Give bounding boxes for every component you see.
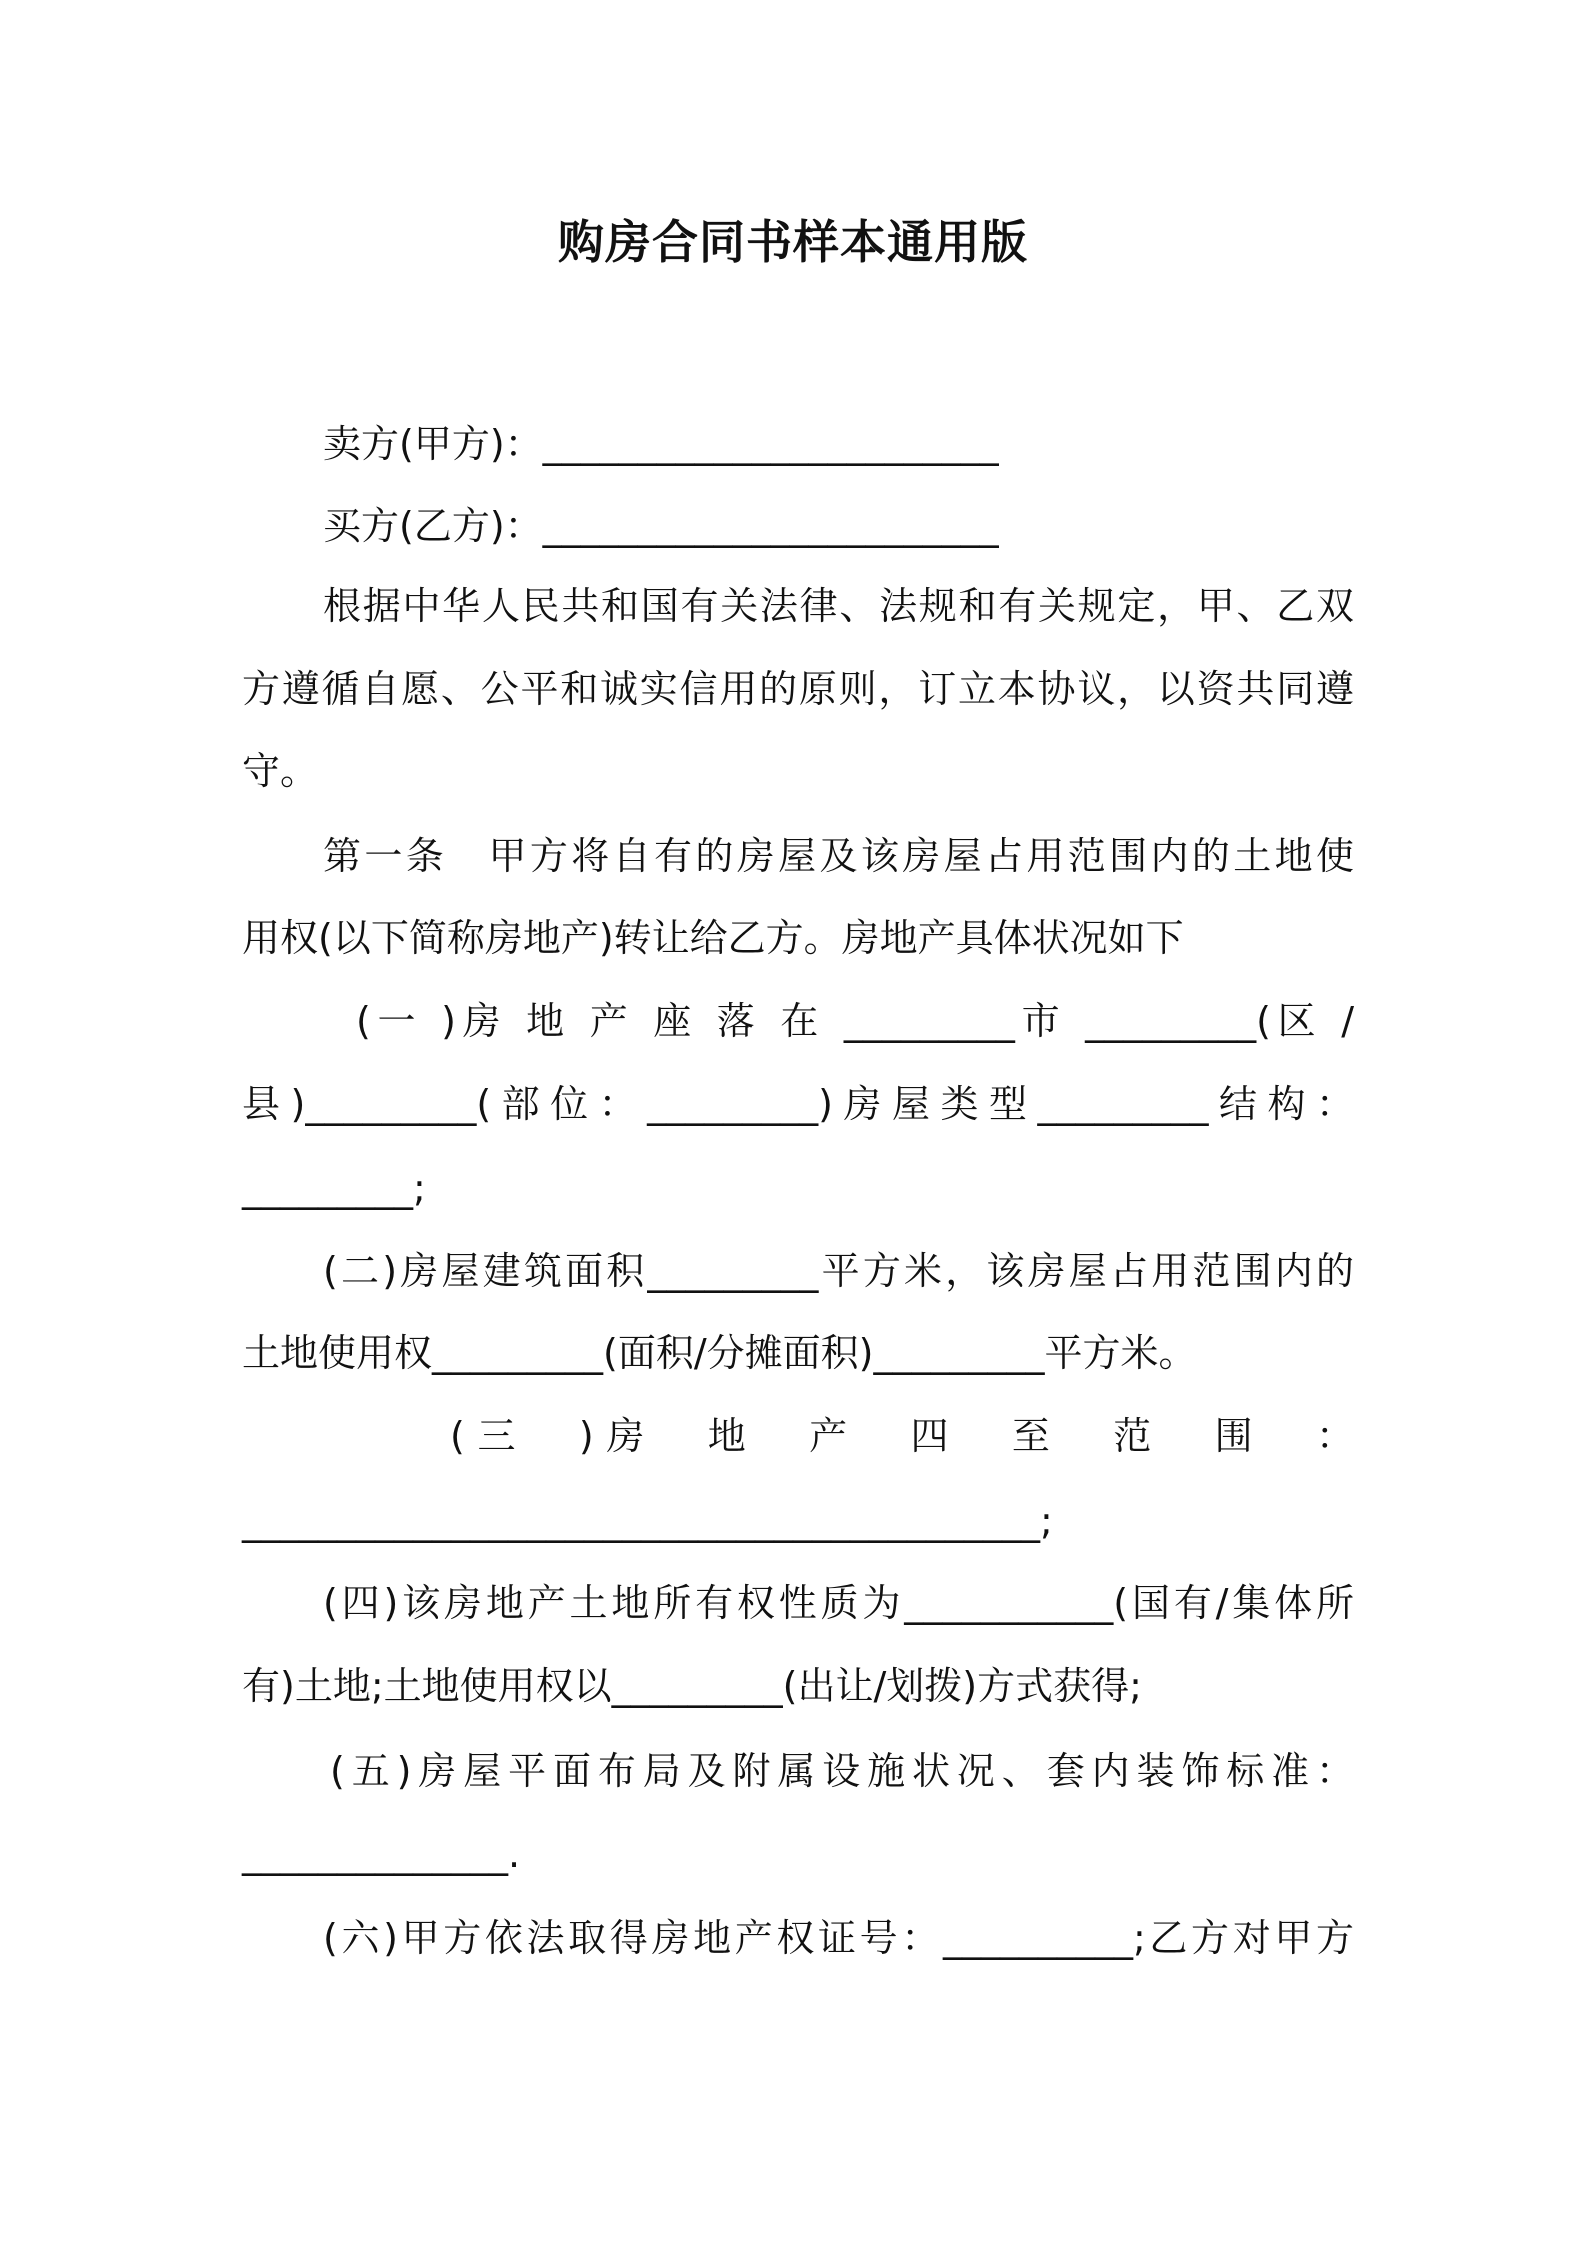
item-4-line-2: 有)土地;土地使用权以_________(出让/划拨)方式获得; [242, 1664, 1142, 1708]
item-1-line-2: 县)_________(部位：_________)房屋类型_________结构： [242, 1082, 1354, 1126]
item-3-line-2: __________________________________________; [242, 1499, 1053, 1543]
seller-line: 卖方(甲方)：________________________ [323, 422, 999, 466]
preamble-line-3: 守。 [242, 749, 319, 793]
article-1-line-2: 用权(以下简称房地产)转让给乙方。房地产具体状况如下 [242, 916, 1184, 960]
preamble-line-2: 方遵循自愿、公平和诚实信用的原则，订立本协议，以资共同遵 [242, 667, 1354, 711]
item-3-line-1: (三 )房 地 产 四 至 范 围 ： [450, 1414, 1354, 1458]
item-2-line-2: 土地使用权_________(面积/分摊面积)_________平方米。 [242, 1331, 1197, 1375]
item-1-line-3: _________; [242, 1166, 426, 1210]
buyer-line: 买方(乙方)：________________________ [323, 504, 999, 548]
item-5-line-2: ______________. [242, 1832, 521, 1876]
document-title: 购房合同书样本通用版 [558, 215, 1028, 269]
item-1-line-1: (一 )房 地 产 座 落 在 _________市 _________(区 / [356, 999, 1354, 1043]
article-1-line-1: 第一条 甲方将自有的房屋及该房屋占用范围内的土地使 [323, 834, 1354, 878]
item-6-line-1: (六)甲方依法取得房地产权证号：__________;乙方对甲方 [323, 1916, 1354, 1960]
item-2-line-1: (二)房屋建筑面积_________平方米，该房屋占用范围内的 [323, 1249, 1354, 1293]
preamble-line-1: 根据中华人民共和国有关法律、法规和有关规定，甲、乙双 [323, 584, 1354, 628]
item-5-line-1: (五)房屋平面布局及附属设施状况、套内装饰标准： [330, 1749, 1354, 1793]
item-4-line-1: (四)该房地产土地所有权性质为___________(国有/集体所 [323, 1581, 1354, 1625]
